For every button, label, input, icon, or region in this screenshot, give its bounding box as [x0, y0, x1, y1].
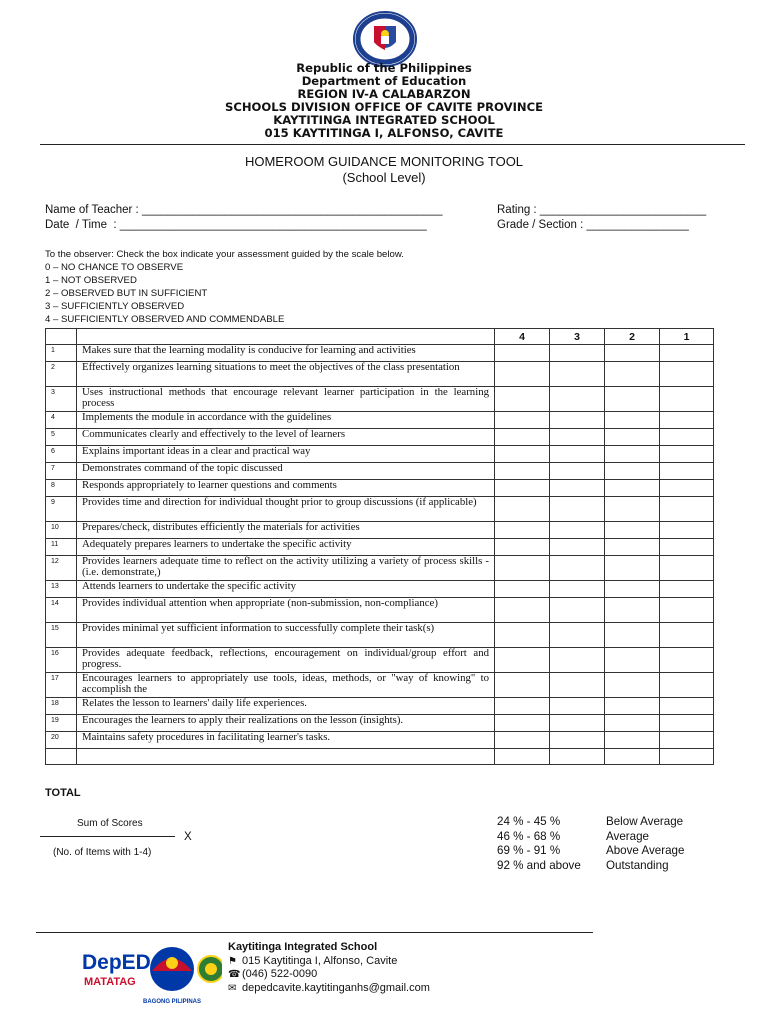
blank-cell	[77, 749, 495, 765]
scale-range: 69 % - 91 %	[497, 844, 561, 858]
rating-scale	[497, 815, 684, 873]
header-line: REGION IV-A CALABARZON	[297, 86, 471, 101]
score-checkbox-cell[interactable]	[495, 429, 550, 446]
table-row	[46, 412, 714, 429]
score-checkbox-cell[interactable]	[495, 446, 550, 463]
header-line: SCHOOLS DIVISION OFFICE OF CAVITE PROVINCE	[224, 99, 544, 114]
item-number: 7	[46, 463, 77, 480]
item-number: 13	[46, 581, 77, 598]
score-checkbox-cell[interactable]	[605, 623, 660, 648]
table-row	[46, 539, 714, 556]
score-checkbox-cell[interactable]	[495, 598, 550, 623]
score-checkbox-cell[interactable]	[495, 673, 550, 698]
multiply-sign: X	[184, 831, 192, 843]
item-text: Adequately prepares learners to undertake the specific activity	[77, 539, 495, 556]
table-row	[46, 648, 714, 673]
scale-row	[497, 830, 684, 845]
instruction-line: 2 – OBSERVED BUT IN SUFFICIENT	[45, 288, 208, 300]
header-line: Republic of the Philippines	[296, 61, 472, 75]
instruction-line: 1 – NOT OBSERVED	[45, 275, 137, 287]
item-text: Uses instructional methods that encourage relevant learner participation in the learning process	[77, 387, 495, 412]
item-number: 18	[46, 698, 77, 715]
score-checkbox-cell[interactable]	[605, 539, 660, 556]
assessment-table	[45, 328, 714, 765]
score-checkbox-cell[interactable]	[495, 463, 550, 480]
score-checkbox-cell[interactable]	[660, 556, 714, 581]
score-checkbox-cell[interactable]	[550, 412, 605, 429]
item-text: Provides individual attention when appropriate (non-submission, non-compliance)	[77, 598, 495, 623]
score-checkbox-cell[interactable]	[660, 539, 714, 556]
footer-divider	[36, 932, 593, 933]
scale-label: Average	[606, 829, 649, 843]
score-checkbox-cell[interactable]	[605, 581, 660, 598]
score-checkbox-cell[interactable]	[605, 480, 660, 497]
header-cell	[77, 329, 495, 345]
score-checkbox-cell[interactable]	[660, 522, 714, 539]
scale-row	[497, 844, 684, 859]
score-checkbox-cell[interactable]	[550, 362, 605, 387]
score-checkbox-cell[interactable]	[660, 698, 714, 715]
score-checkbox-cell[interactable]	[605, 698, 660, 715]
item-text: Encourages learners to appropriately use tools, ideas, methods, or "way of knowing" to accomplish the	[77, 673, 495, 698]
scale-row	[497, 815, 684, 830]
scale-row	[497, 859, 684, 874]
score-checkbox-cell[interactable]	[550, 539, 605, 556]
item-text: Provides time and direction for individual thought prior to group discussions (if applicable)	[77, 497, 495, 522]
item-number: 15	[46, 623, 77, 648]
score-checkbox-cell[interactable]	[605, 598, 660, 623]
score-checkbox-cell[interactable]	[660, 623, 714, 648]
score-checkbox-cell[interactable]	[660, 715, 714, 732]
score-checkbox-cell[interactable]	[495, 387, 550, 412]
table-row	[46, 345, 714, 362]
score-checkbox-cell[interactable]	[660, 463, 714, 480]
table-row	[46, 480, 714, 497]
fraction-line	[40, 836, 175, 837]
table-row	[46, 463, 714, 480]
score-checkbox-cell[interactable]	[550, 429, 605, 446]
scale-label: Above Average	[606, 844, 685, 858]
table-row	[46, 581, 714, 598]
score-checkbox-cell[interactable]	[550, 463, 605, 480]
total-score-cell[interactable]	[605, 749, 660, 765]
score-checkbox-cell[interactable]	[550, 556, 605, 581]
grade-section-field[interactable]: Grade / Section : ________________	[497, 219, 689, 231]
deped-matatag-logo	[82, 951, 151, 988]
score-checkbox-cell[interactable]	[660, 429, 714, 446]
instruction-line: 3 – SUFFICIENTLY OBSERVED	[45, 301, 185, 313]
table-row	[46, 698, 714, 715]
item-number: 4	[46, 412, 77, 429]
score-checkbox-cell[interactable]	[495, 497, 550, 522]
score-checkbox-cell[interactable]	[605, 715, 660, 732]
score-checkbox-cell[interactable]	[550, 387, 605, 412]
score-checkbox-cell[interactable]	[550, 598, 605, 623]
footer-school-name: Kaytitinga Integrated School	[228, 941, 378, 953]
score-checkbox-cell[interactable]	[495, 345, 550, 362]
item-text: Provides adequate feedback, reflections, encouragement on individual/group effort and progress.	[77, 648, 495, 673]
item-number: 14	[46, 598, 77, 623]
email-icon: ✉	[228, 982, 237, 994]
phone-icon: ☎	[228, 969, 241, 980]
sum-of-scores-label: Sum of Scores	[77, 818, 143, 829]
score-checkbox-cell[interactable]	[550, 648, 605, 673]
score-checkbox-cell[interactable]	[660, 412, 714, 429]
table-row	[46, 715, 714, 732]
item-number: 16	[46, 648, 77, 673]
deped-seal-logo	[352, 10, 418, 68]
score-checkbox-cell[interactable]	[660, 362, 714, 387]
footer-email[interactable]: depedcavite.kaytitinganhs@gmail.com	[242, 981, 430, 994]
score-checkbox-cell[interactable]	[495, 623, 550, 648]
scale-range: 92 % and above	[497, 858, 581, 872]
score-checkbox-cell[interactable]	[660, 387, 714, 412]
table-row	[46, 598, 714, 623]
score-checkbox-cell[interactable]	[550, 732, 605, 749]
scale-label: Outstanding	[606, 858, 669, 872]
score-checkbox-cell[interactable]	[605, 362, 660, 387]
score-checkbox-cell[interactable]	[605, 345, 660, 362]
bagong-pilipinas-logo	[143, 947, 201, 1005]
table-row	[46, 522, 714, 539]
item-number: 20	[46, 732, 77, 749]
item-number: 8	[46, 480, 77, 497]
score-checkbox-cell[interactable]	[605, 673, 660, 698]
score-checkbox-cell[interactable]	[660, 673, 714, 698]
score-checkbox-cell[interactable]	[550, 497, 605, 522]
teacher-name-field[interactable]: Name of Teacher : _______________________________________________	[45, 204, 443, 216]
header-line: KAYTITINGA INTEGRATED SCHOOL	[273, 112, 495, 127]
score-checkbox-cell[interactable]	[550, 345, 605, 362]
footer-contact	[228, 941, 430, 995]
footer-phone: (046) 522-0090	[242, 968, 318, 980]
score-header-2: 2	[605, 329, 660, 345]
item-number: 12	[46, 556, 77, 581]
item-number: 11	[46, 539, 77, 556]
scale-range: 46 % - 68 %	[497, 829, 561, 843]
score-checkbox-cell[interactable]	[605, 463, 660, 480]
rating-field[interactable]: Rating : __________________________	[497, 204, 707, 216]
title-sub: (School Level)	[342, 170, 426, 185]
table-row-blank	[46, 749, 714, 765]
score-checkbox-cell[interactable]	[495, 522, 550, 539]
item-text: Effectively organizes learning situations to meet the objectives of the class presentation	[77, 362, 495, 387]
instruction-line: To the observer: Check the box indicate your assessment guided by the scale below.	[45, 249, 404, 260]
title-main: HOMEROOM GUIDANCE MONITORING TOOL	[244, 154, 524, 169]
table-row	[46, 623, 714, 648]
score-checkbox-cell[interactable]	[660, 598, 714, 623]
score-checkbox-cell[interactable]	[660, 480, 714, 497]
items-count-label: (No. of Items with 1-4)	[53, 847, 152, 858]
score-checkbox-cell[interactable]	[495, 648, 550, 673]
scale-label: Below Average	[606, 815, 684, 828]
table-row	[46, 429, 714, 446]
header-cell	[46, 329, 77, 345]
blank-cell	[46, 749, 77, 765]
score-checkbox-cell[interactable]	[605, 412, 660, 429]
score-checkbox-cell[interactable]	[605, 556, 660, 581]
instruction-line: 4 – SUFFICIENTLY OBSERVED AND COMMENDABLE	[45, 314, 285, 326]
item-text: Prepares/check, distributes efficiently the materials for activities	[77, 522, 495, 539]
item-text: Responds appropriately to learner questions and comments	[77, 480, 495, 497]
score-checkbox-cell[interactable]	[495, 556, 550, 581]
item-number: 5	[46, 429, 77, 446]
school-seal-logo	[198, 956, 222, 982]
item-text: Provides learners adequate time to reflect on the activity utilizing a variety of process skills - (i.e. demonstrate,)	[77, 556, 495, 581]
table-row	[46, 362, 714, 387]
score-checkbox-cell[interactable]	[660, 732, 714, 749]
item-number: 6	[46, 446, 77, 463]
score-checkbox-cell[interactable]	[605, 429, 660, 446]
footer-email-row	[228, 982, 430, 996]
score-checkbox-cell[interactable]	[495, 581, 550, 598]
instructions	[45, 248, 404, 327]
score-checkbox-cell[interactable]	[660, 648, 714, 673]
date-time-field[interactable]: Date / Time : ________________________________________________	[45, 219, 427, 231]
item-text: Attends learners to undertake the specific activity	[77, 581, 495, 598]
score-checkbox-cell[interactable]	[495, 480, 550, 497]
score-checkbox-cell[interactable]	[550, 698, 605, 715]
score-checkbox-cell[interactable]	[550, 522, 605, 539]
score-checkbox-cell[interactable]	[495, 539, 550, 556]
score-checkbox-cell[interactable]	[495, 732, 550, 749]
score-checkbox-cell[interactable]	[605, 522, 660, 539]
item-text: Makes sure that the learning modality is conducive for learning and activities	[77, 345, 495, 362]
score-checkbox-cell[interactable]	[550, 581, 605, 598]
footer-address: 015 Kaytitinga I, Alfonso, Cavite	[242, 954, 398, 967]
total-score-cell[interactable]	[495, 749, 550, 765]
header-line: Department of Education	[301, 73, 467, 88]
score-checkbox-cell[interactable]	[550, 623, 605, 648]
table-row	[46, 387, 714, 412]
item-text: Relates the lesson to learners' daily life experiences.	[77, 698, 495, 715]
table-row	[46, 446, 714, 463]
item-text: Explains important ideas in a clear and practical way	[77, 446, 495, 463]
score-checkbox-cell[interactable]	[495, 715, 550, 732]
item-number: 2	[46, 362, 77, 387]
item-number: 17	[46, 673, 77, 698]
table-header-row	[46, 329, 714, 345]
score-checkbox-cell[interactable]	[550, 480, 605, 497]
table-row	[46, 732, 714, 749]
deped-logo-text: DepED	[82, 951, 151, 974]
scale-range: 24 % - 45 %	[497, 815, 561, 828]
score-header-1: 1	[660, 329, 714, 345]
score-checkbox-cell[interactable]	[605, 732, 660, 749]
footer-phone-row	[228, 968, 430, 982]
item-number: 9	[46, 497, 77, 522]
letterhead	[0, 62, 768, 139]
instruction-line: 0 – NO CHANCE TO OBSERVE	[45, 262, 184, 274]
map-pin-icon: ⚑	[228, 955, 237, 967]
table-row	[46, 673, 714, 698]
score-checkbox-cell[interactable]	[660, 345, 714, 362]
score-checkbox-cell[interactable]	[605, 497, 660, 522]
total-label: TOTAL	[45, 787, 81, 799]
score-checkbox-cell[interactable]	[550, 673, 605, 698]
footer-logos	[82, 941, 222, 1007]
table-row	[46, 497, 714, 522]
footer-address-row	[228, 955, 430, 969]
score-checkbox-cell[interactable]	[605, 446, 660, 463]
score-checkbox-cell[interactable]	[550, 715, 605, 732]
item-number: 3	[46, 387, 77, 412]
total-score-cell[interactable]	[660, 749, 714, 765]
matatag-logo-text: MATATAG	[84, 976, 136, 988]
item-text: Provides minimal yet sufficient information to successfully complete their task(s)	[77, 623, 495, 648]
score-checkbox-cell[interactable]	[660, 497, 714, 522]
item-text: Maintains safety procedures in facilitating learner's tasks.	[77, 732, 495, 749]
item-number: 1	[46, 345, 77, 362]
item-number: 19	[46, 715, 77, 732]
bagong-pilipinas-text: BAGONG PILIPINAS	[142, 999, 202, 1005]
item-number: 10	[46, 522, 77, 539]
item-text: Communicates clearly and effectively to the level of learners	[77, 429, 495, 446]
score-checkbox-cell[interactable]	[660, 446, 714, 463]
score-checkbox-cell[interactable]	[660, 581, 714, 598]
score-checkbox-cell[interactable]	[605, 648, 660, 673]
score-header-3: 3	[550, 329, 605, 345]
score-checkbox-cell[interactable]	[495, 412, 550, 429]
score-checkbox-cell[interactable]	[495, 698, 550, 715]
table-row	[46, 556, 714, 581]
item-text: Implements the module in accordance with the guidelines	[77, 412, 495, 429]
score-checkbox-cell[interactable]	[605, 387, 660, 412]
header-line: 015 KAYTITINGA I, ALFONSO, CAVITE	[264, 125, 504, 140]
item-text: Encourages the learners to apply their realizations on the lesson (insights).	[77, 715, 495, 732]
score-header-4: 4	[495, 329, 550, 345]
score-checkbox-cell[interactable]	[550, 446, 605, 463]
item-text: Demonstrates command of the topic discussed	[77, 463, 495, 480]
document-title	[0, 154, 768, 186]
header-divider	[40, 144, 745, 145]
score-checkbox-cell[interactable]	[495, 362, 550, 387]
total-score-cell[interactable]	[550, 749, 605, 765]
